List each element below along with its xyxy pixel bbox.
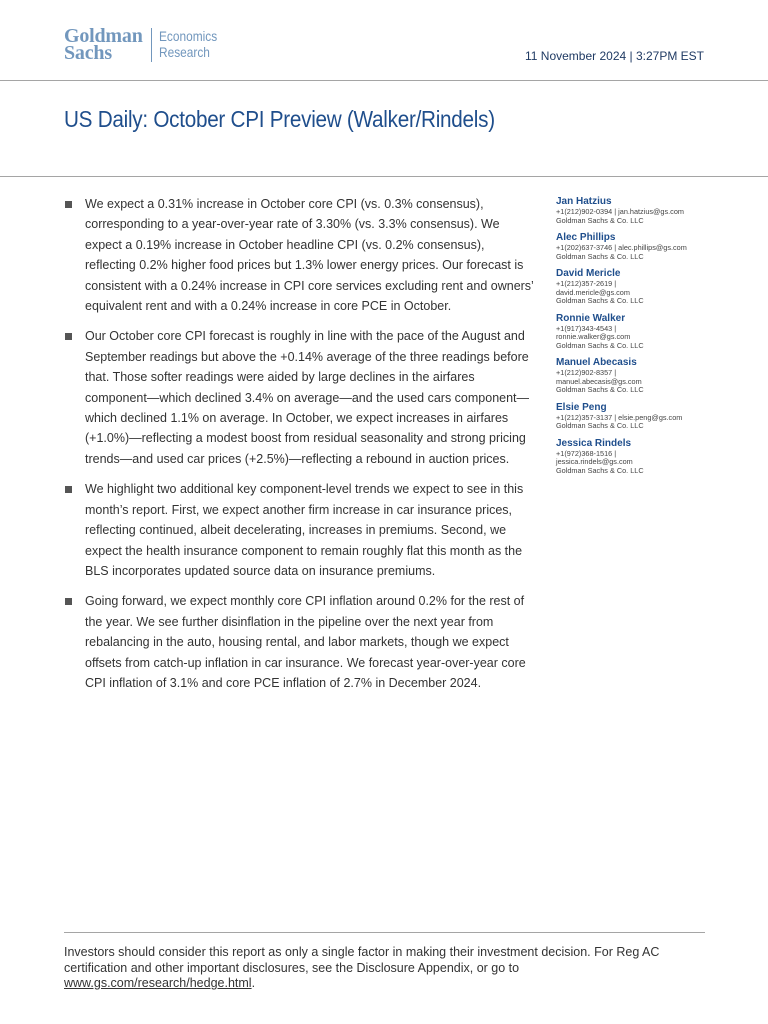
author-card bbox=[556, 438, 716, 476]
author-card bbox=[556, 232, 716, 261]
logo-division-economics: Economics bbox=[158, 28, 217, 44]
author-firm: Goldman Sachs & Co. LLC bbox=[556, 251, 644, 261]
author-firm: Goldman Sachs & Co. LLC bbox=[556, 296, 644, 305]
author-name: Alec Phillips bbox=[556, 232, 616, 243]
author-phone: +1(972)368-1516 | bbox=[556, 448, 617, 458]
author-name: Jan Hatzius bbox=[556, 196, 612, 207]
square-bullet-icon bbox=[65, 201, 72, 208]
author-card bbox=[556, 402, 716, 431]
author-email: ronnie.walker@gs.com bbox=[556, 332, 631, 341]
author-email: david.mericle@gs.com bbox=[556, 287, 630, 297]
square-bullet-icon bbox=[65, 486, 72, 493]
bullet-item bbox=[64, 591, 534, 693]
author-phone: +1(212)357-2619 | bbox=[556, 279, 617, 288]
footer-divider bbox=[64, 932, 705, 933]
disclosure-link[interactable]: www.gs.com/research/hedge.html bbox=[64, 976, 252, 990]
logo-line-goldman: Goldman bbox=[64, 25, 143, 47]
author-email: manuel.abecasis@gs.com bbox=[556, 376, 642, 386]
logo-division bbox=[159, 28, 217, 60]
bullet-text: Our October core CPI forecast is roughly in line with the pace of the August and September readings but above the +0.14% average of the three readings before that. Those softer readings were aided by large declines in the airfares component—which declined 3.4% on average—and the used cars component—which declined 1.1% on average. In October, we expect increases in airfares (+1.0%)—reflecting a modest boost from residual seasonality and strong pricing trends—and used car prices (+2.5%)—reflecting a rebound in auction prices. bbox=[85, 329, 530, 466]
logo-division-research: Research bbox=[158, 44, 210, 60]
disclosure-end: . bbox=[251, 976, 256, 990]
author-name: Elsie Peng bbox=[556, 401, 607, 413]
author-contact: +1(212)357-3137 | elsie.peng@gs.com bbox=[556, 412, 683, 422]
page-title: US Daily: October CPI Preview (Walker/Rindels) bbox=[64, 106, 495, 132]
author-contact: +1(212)902-0394 | jan.hatzius@gs.com bbox=[556, 207, 684, 216]
title-divider bbox=[0, 176, 768, 177]
author-contact: +1(202)637-3746 | alec.phillips@gs.com bbox=[556, 243, 687, 252]
logo-line-sachs: Sachs bbox=[64, 42, 112, 64]
bullet-item bbox=[64, 479, 534, 581]
author-email: jessica.rindels@gs.com bbox=[556, 457, 633, 466]
bullet-item bbox=[64, 326, 534, 469]
author-card bbox=[556, 357, 716, 395]
disclosure-note bbox=[64, 945, 705, 992]
author-card bbox=[556, 313, 716, 351]
square-bullet-icon bbox=[65, 333, 72, 340]
author-name: Manuel Abecasis bbox=[556, 357, 637, 368]
author-card bbox=[556, 268, 716, 306]
author-firm: Goldman Sachs & Co. LLC bbox=[556, 215, 644, 225]
author-firm: Goldman Sachs & Co. LLC bbox=[556, 340, 644, 350]
author-firm: Goldman Sachs & Co. LLC bbox=[556, 385, 644, 394]
summary-bullets bbox=[64, 194, 534, 703]
author-list bbox=[556, 196, 716, 482]
bullet-text: We highlight two additional key component-level trends we expect to see in this month’s report. First, we expect another firm increase in car insurance prices, reflecting continued, albeit decelerating, increases in premiums. Second, we expect the health insurance component to remain roughly flat this month as the BLS incorporates updated source data on insurance premiums. bbox=[85, 482, 524, 578]
author-phone: +1(212)902-8357 | bbox=[556, 368, 617, 377]
logo-wordmark bbox=[64, 25, 143, 64]
header-divider bbox=[0, 80, 768, 81]
author-name: Ronnie Walker bbox=[556, 312, 626, 324]
bullet-item bbox=[64, 194, 534, 316]
disclosure-text: Investors should consider this report as only a single factor in making their investment decision. For Reg AC certification and other important disclosures, see the Disclosure Appendix, or go to bbox=[64, 945, 660, 975]
square-bullet-icon bbox=[65, 598, 72, 605]
author-name: David Mericle bbox=[556, 268, 621, 279]
bullet-text: Going forward, we expect monthly core CPI inflation around 0.2% for the rest of the year. We see further disinflation in the pipeline over the next year from rebalancing in the auto, housing rental, and labor markets, though we expect offsets from catch-up inflation in car insurance. We forecast year-over-year core CPI inflation of 3.1% and core PCE inflation of 2.7% in December 2024. bbox=[85, 594, 526, 690]
author-card bbox=[556, 196, 716, 225]
logo-divider bbox=[151, 28, 152, 62]
author-firm: Goldman Sachs & Co. LLC bbox=[556, 421, 644, 430]
report-datetime: 11 November 2024 | 3:27PM EST bbox=[525, 49, 704, 63]
author-phone: +1(917)343-4543 | bbox=[556, 323, 617, 333]
goldman-sachs-logo bbox=[64, 25, 227, 64]
author-name: Jessica Rindels bbox=[556, 437, 632, 449]
bullet-text: We expect a 0.31% increase in October core CPI (vs. 0.3% consensus), corresponding to a year-over-year rate of 3.30% (vs. 3.3% consensus). We expect a 0.19% increase in October headline CPI (vs. 0.2% consensus), reflecting 0.2% higher food prices but 1.3% lower energy prices. Our forecast is consistent with a 0.24% increase in CPI core services excluding rent and owners’ equivalent rent and with a 0.24% increase in core PCE in October. bbox=[85, 197, 534, 314]
author-firm: Goldman Sachs & Co. LLC bbox=[556, 465, 644, 475]
